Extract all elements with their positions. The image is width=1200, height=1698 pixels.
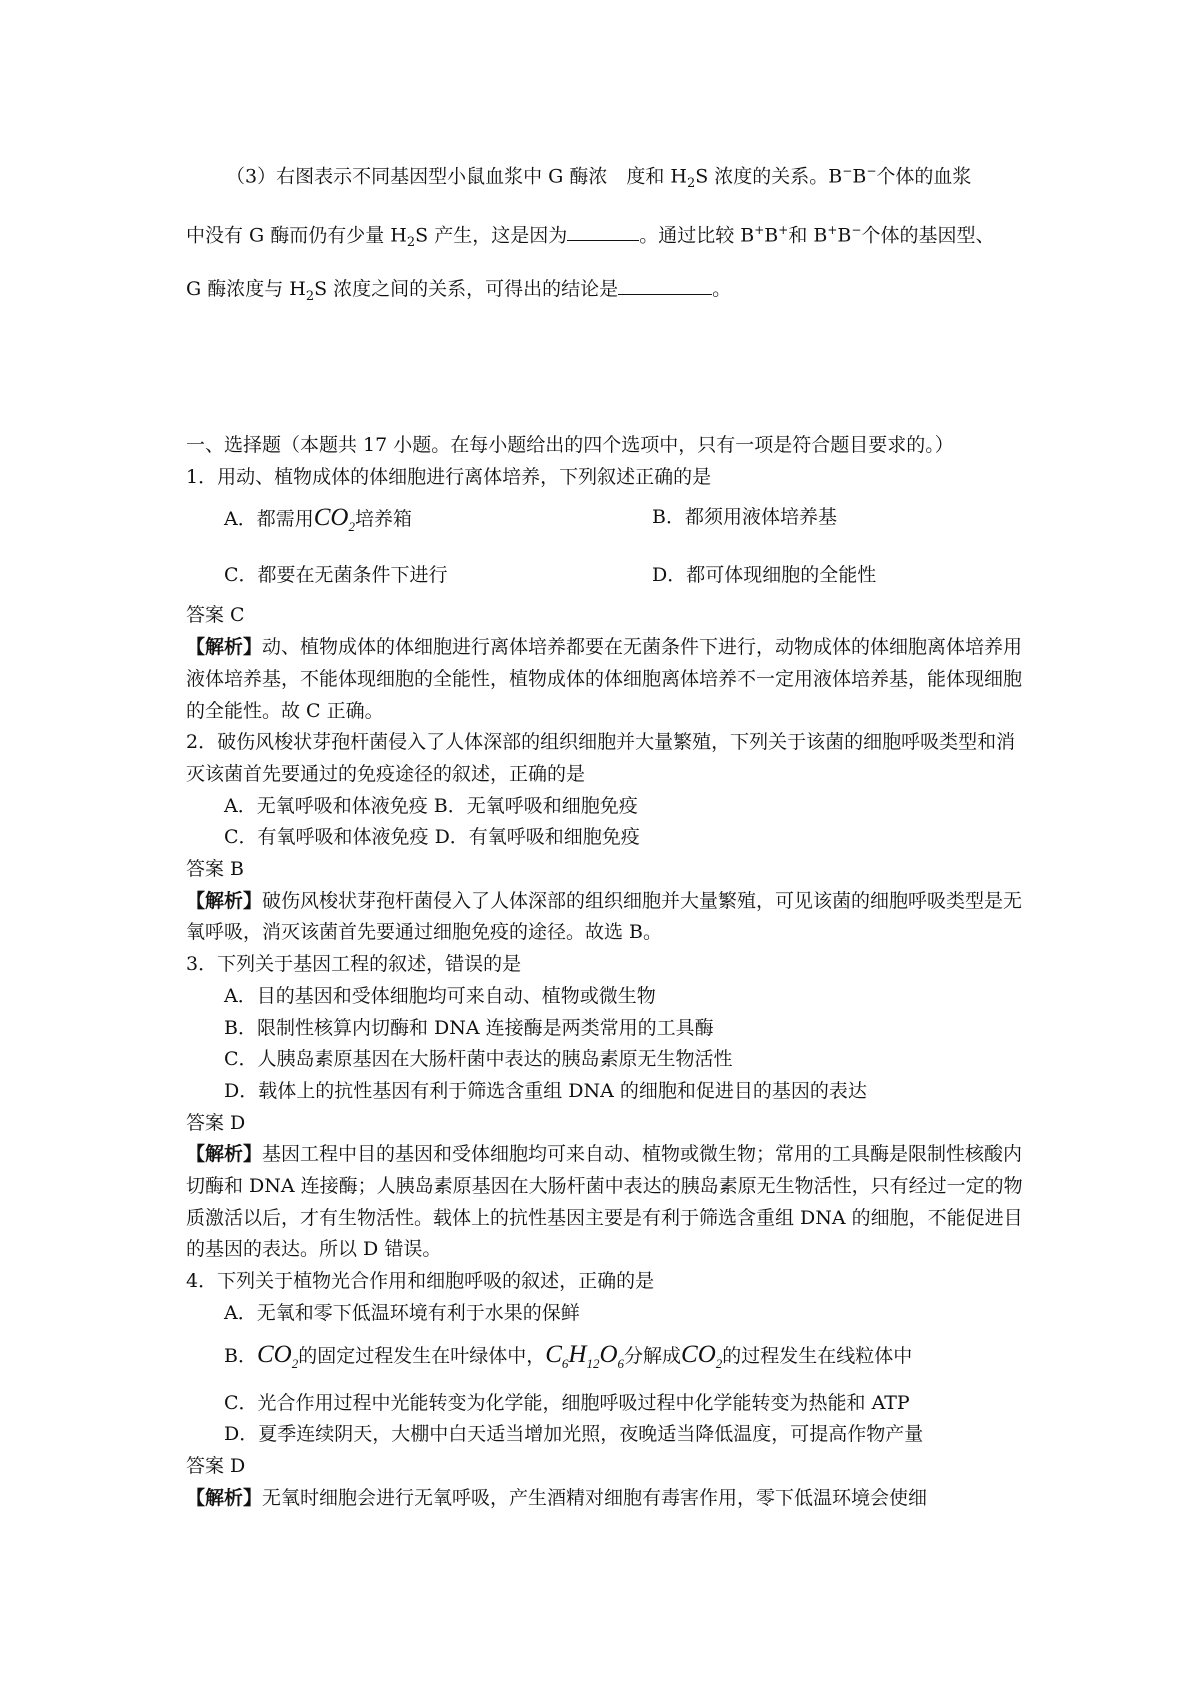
question-4-stem: 4．下列关于植物光合作用和细胞呼吸的叙述，正确的是 [186, 1270, 655, 1293]
answer-blank [618, 275, 712, 295]
glucose-formula: $C_6H_{12}O_6$ [545, 1340, 625, 1371]
question-3-answer: 答案 D [186, 1111, 246, 1134]
option-d: D．载体上的抗性基因有利于筛选含重组 DNA 的细胞和促进目的基因的表达 [224, 1079, 867, 1102]
co2-formula: $CO_2$ [681, 1340, 723, 1371]
option-b: B．都须用液体培养基 [652, 506, 837, 529]
q3-line-1: （3）右图表示不同基因型小鼠血浆中 G 酶浓 度和 $H_2S$ 浓度的关系。B−B−个体的血浆 [226, 164, 972, 192]
question-4-answer: 答案 D [186, 1454, 246, 1477]
option-c: C．光合作用过程中光能转变为化学能，细胞呼吸过程中化学能转变为热能和 ATP [224, 1391, 910, 1414]
question-3-explanation: 【解析】基因工程中目的基因和受体细胞均可来自动、植物或微生物；常用的工具酶是限制性核酸内切酶和 DNA 连接酶；人胰岛素原基因在大肠杆菌中表达的胰岛素原无生物活性，只有经过一定的物质激活以后，才有生物活性。载体上的抗性基因主要是有利于筛选含重组 DNA 的细胞，不能促进目的基因的表达。所以 D 错误。 [186, 1143, 1023, 1261]
option-b: B．限制性核算内切酶和 DNA 连接酶是两类常用的工具酶 [224, 1016, 714, 1039]
option-d: D．夏季连续阴天，大棚中白天适当增加光照，夜晚适当降低温度，可提高作物产量 [224, 1423, 924, 1446]
question-2-answer: 答案 B [186, 858, 245, 881]
option-c: C．人胰岛素原基因在大肠杆菌中表达的胰岛素原无生物活性 [224, 1048, 733, 1071]
question-1-options-ab [186, 493, 1031, 551]
question-2-stem: 2．破伤风梭状芽孢杆菌侵入了人体深部的组织细胞并大量繁殖，下列关于该菌的细胞呼吸类型和消灭该菌首先要通过的免疫途径的叙述，正确的是 [186, 731, 1016, 785]
co2-formula: $CO_2$ [313, 504, 355, 535]
question-2-explanation: 【解析】破伤风梭状芽孢杆菌侵入了人体深部的组织细胞并大量繁殖，可见该菌的细胞呼吸类型是无氧呼吸，消灭该菌首先要通过细胞免疫的途径。故选 B。 [186, 889, 1023, 944]
q3-line-2: 中没有 G 酶而仍有少量 $H_2S$ 产生，这是因为 。通过比较 B+B+和 B+B−个体的基因型、 [186, 223, 995, 251]
option-d: D．都可体现细胞的全能性 [652, 564, 877, 587]
option-a: A．都需用$CO_2$培养箱 [224, 504, 412, 535]
question-2-options-cd: C．有氧呼吸和体液免疫 D．有氧呼吸和细胞免疫 [224, 826, 640, 849]
section-heading: 一、选择题（本题共 17 小题。在每小题给出的四个选项中，只有一项是符合题目要求的。） [186, 434, 954, 456]
question-1-options-cd [186, 551, 1031, 600]
question-1-answer: 答案 C [186, 604, 245, 627]
option-b: B．$CO_2$的固定过程发生在叶绿体中，$C_6H_{12}O_6$分解成$CO_2$的过程发生在线粒体中 [224, 1340, 913, 1371]
option-a: A．无氧和零下低温环境有利于水果的保鲜 [224, 1301, 580, 1324]
question-3-stem: 3．下列关于基因工程的叙述，错误的是 [186, 953, 522, 976]
option-c: C．都要在无菌条件下进行 [224, 564, 448, 587]
option-a: A．目的基因和受体细胞均可来自动、植物或微生物 [224, 984, 656, 1007]
q3-line-3: G 酶浓度与 $H_2S$ 浓度之间的关系，可得出的结论是 。 [186, 266, 1026, 320]
co2-formula: $CO_2$ [256, 1340, 299, 1371]
question-4-explanation: 【解析】无氧时细胞会进行无氧呼吸，产生酒精对细胞有毒害作用，零下低温环境会使细 [186, 1486, 928, 1509]
answer-blank [567, 221, 639, 241]
question-1-explanation: 【解析】动、植物成体的体细胞进行离体培养都要在无菌条件下进行，动物成体的体细胞离体培养用液体培养基，不能体现细胞的全能性，植物成体的体细胞离体培养不一定用液体培养基，能体现细胞的全能性。故 C 正确。 [186, 636, 1023, 722]
choice-section [186, 430, 1031, 1514]
question-1-stem: 1．用动、植物成体的体细胞进行离体培养，下列叙述正确的是 [186, 465, 712, 488]
question-3-fill-in [186, 148, 1026, 320]
question-2-options-ab: A．无氧呼吸和体液免疫 B．无氧呼吸和细胞免疫 [224, 794, 638, 817]
